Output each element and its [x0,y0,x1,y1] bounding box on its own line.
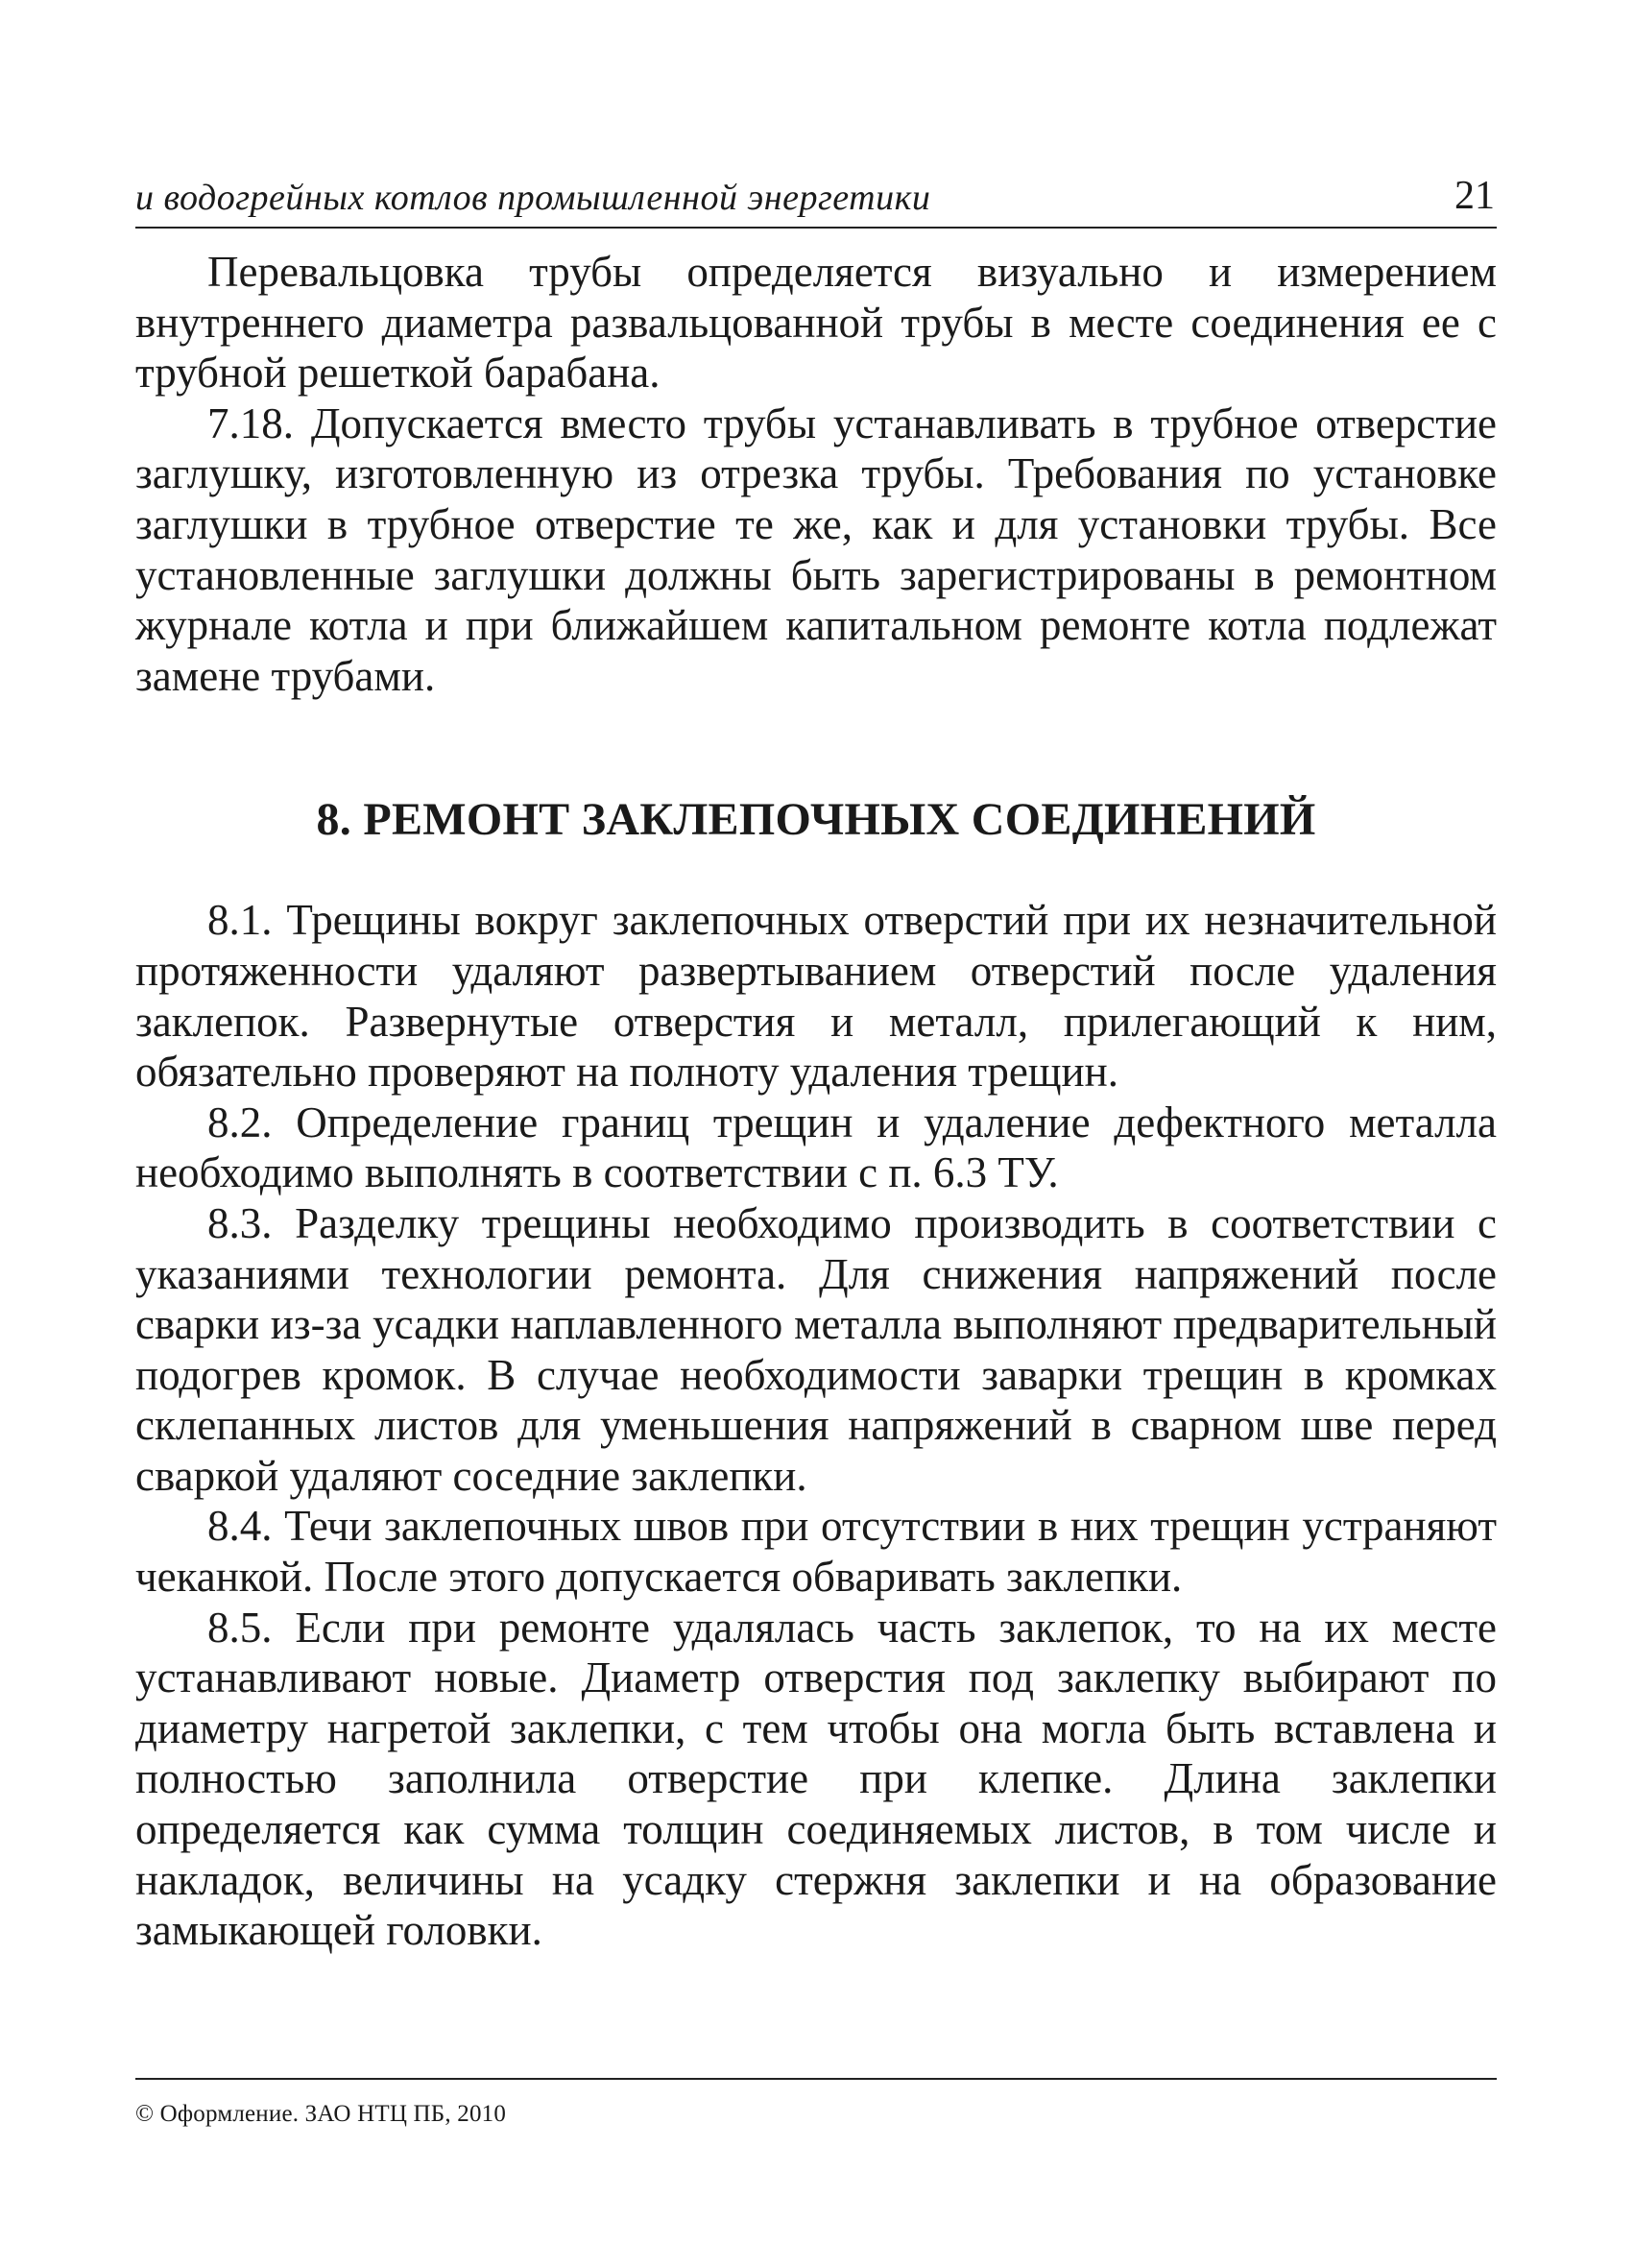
paragraph-8-2: 8.2. Определение границ трещин и удаление дефектного металла необходимо выполнять в соответствии с п. 6.3 ТУ. [135,1098,1497,1197]
paragraph-8-5: 8.5. Если при ремонте удалялась часть заклепок, то на их месте устанавливают новые. Диаметр отверстия под заклепку выбирают по диаметру нагретой заклепки, с тем чтобы она могла быть вставлена и полностью заполнила отверстие при клепке. Длина заклепки определяется как сумма толщин соединяемых листов, в том числе и накладок, величины на усадку стержня заклепки и на образование замыкающей головки. [135,1603,1497,1955]
header-title: и водогрейных котлов промышленной энергетики [135,178,931,218]
paragraph-intro: Перевальцовка трубы определяется визуально и измерением внутреннего диаметра развальцованной трубы в месте соединения ее с трубной решеткой барабана. [135,248,1497,398]
page-body [135,247,1497,1956]
paragraph-8-4: 8.4. Течи заклепочных швов при отсутствии в них трещин устраняют чеканкой. После этого допускается обваривать заклепки. [135,1502,1497,1602]
copyright-notice: © Оформлениe. ЗАО НТЦ ПБ, 2010 [135,2101,507,2127]
page-number: 21 [1454,174,1495,218]
paragraph-8-1: 8.1. Трещины вокруг заклепочных отверстий при их незначительной протяженности удаляют развертыванием отверстий после удаления заклепок. Развернутые отверстия и металл, прилегающий к ним, обязательно проверяют на полноту удаления трещин. [135,896,1497,1097]
running-header [135,173,1497,229]
section-heading: 8. РЕМОНТ ЗАКЛЕПОЧНЫХ СОЕДИНЕНИЙ [316,794,1316,846]
paragraph-7-18: 7.18. Допускается вместо трубы устанавливать в трубное отверстие заглушку, изготовленную из отрезка трубы. Требования по установке заглушки в трубное отверстие те же, как и для установки трубы. Все установленные заглушки должны быть зарегистрированы в ремонтном журнале котла и при ближайшем капитальном ремонте котла подлежат замене трубами. [135,398,1497,700]
page-footer [135,2078,1497,2128]
paragraph-8-3: 8.3. Разделку трещины необходимо производить в соответствии с указаниями технологии ремонта. Для снижения напряжений после сварки из-за усадки наплавленного металла выполняют предварительный подогрев кромок. В случае необходимости заварки трещин в кромках склепанных листов для уменьшения напряжений в сварном шве перед сваркой удаляют соседние заклепки. [135,1198,1497,1500]
